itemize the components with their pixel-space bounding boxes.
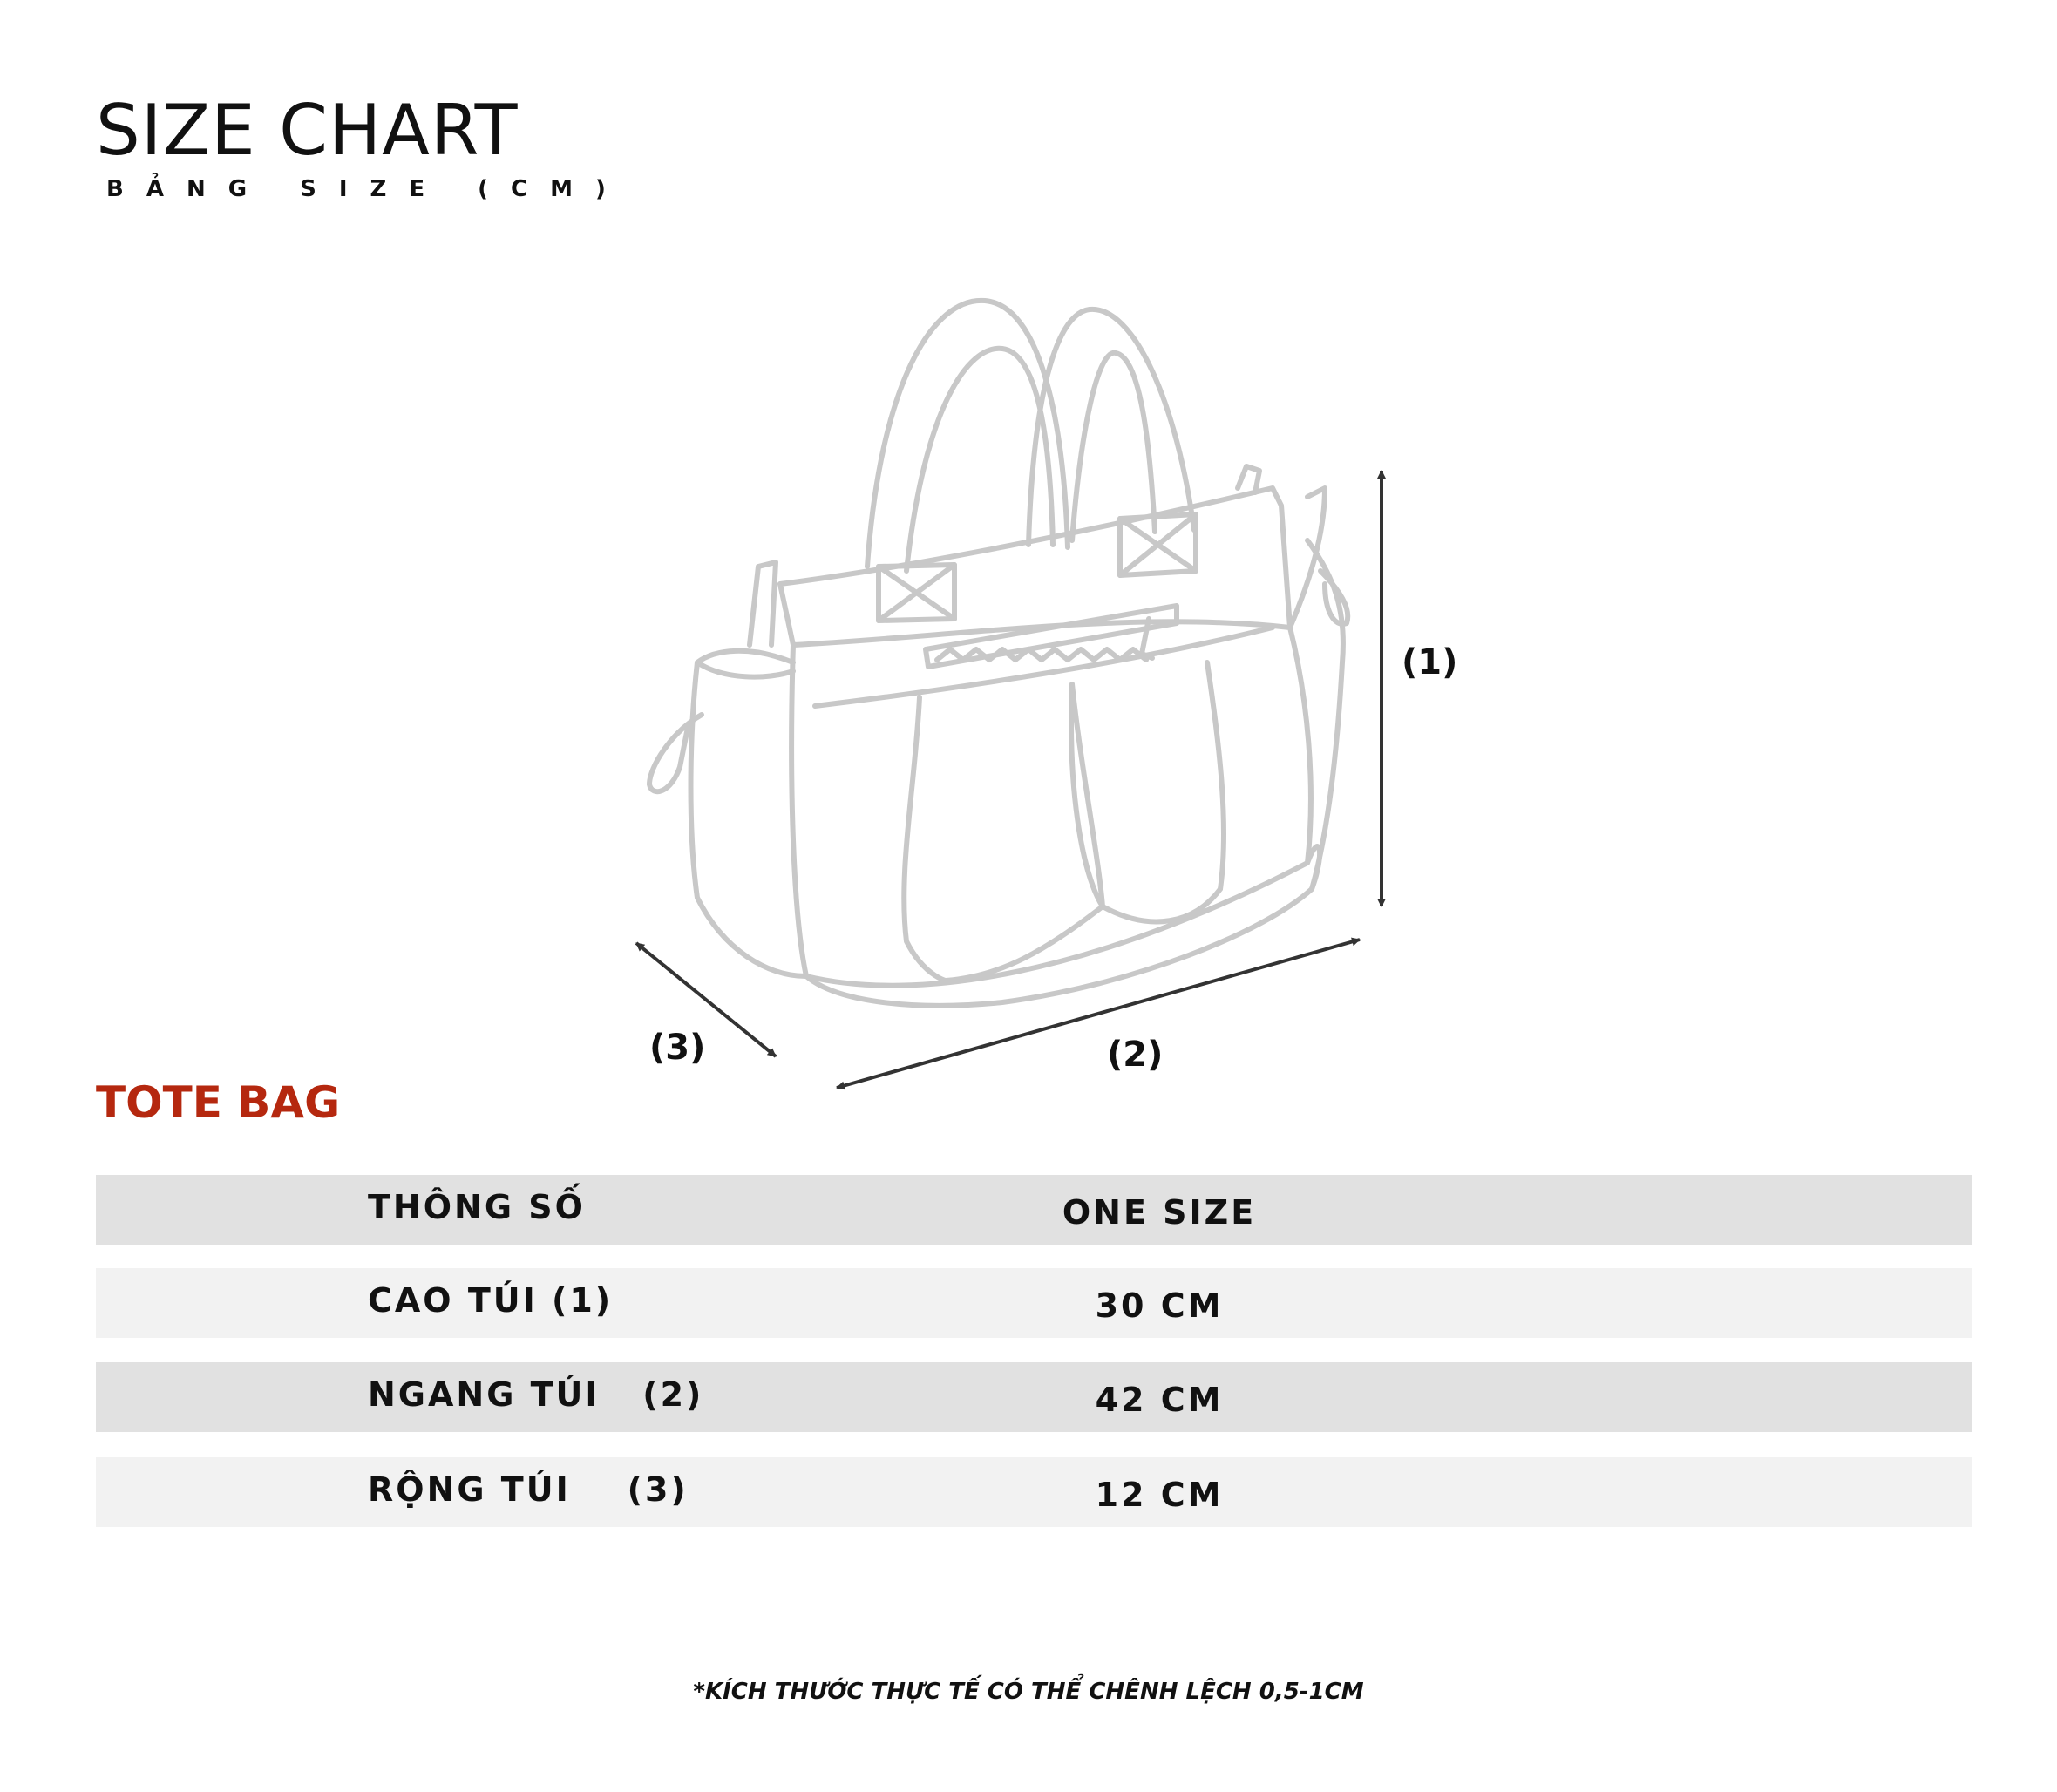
table-header-label: THÔNG SỐ (368, 1188, 586, 1226)
tote-bag-outline-icon (649, 301, 1348, 1006)
width-label: (2) (1107, 1035, 1164, 1075)
depth-label: (3) (649, 1028, 706, 1068)
measurement-note: *KÍCH THƯỚC THỰC TẾ CÓ THỂ CHÊNH LỆCH 0,5-1CM (693, 1679, 1364, 1705)
table-header-row (96, 1175, 1972, 1245)
width-arrow (837, 940, 1360, 1088)
product-name: TOTE BAG (96, 1077, 341, 1128)
row-value-width: 42 CM (1095, 1381, 1224, 1419)
table-row (96, 1362, 1972, 1432)
table-row (96, 1268, 1972, 1338)
row-label-depth: RỘNG TÚI (3) (368, 1470, 689, 1509)
page-subtitle: BẢNG SIZE (CM) (106, 176, 628, 202)
row-value-height: 30 CM (1095, 1286, 1224, 1325)
page-title: SIZE CHART (96, 90, 519, 171)
height-label: (1) (1402, 642, 1458, 682)
table-row (96, 1457, 1972, 1527)
row-label-height: CAO TÚI (1) (368, 1281, 614, 1320)
row-value-depth: 12 CM (1095, 1476, 1224, 1514)
row-label-width: NGANG TÚI (2) (368, 1375, 704, 1414)
table-header-value: ONE SIZE (1062, 1193, 1257, 1232)
